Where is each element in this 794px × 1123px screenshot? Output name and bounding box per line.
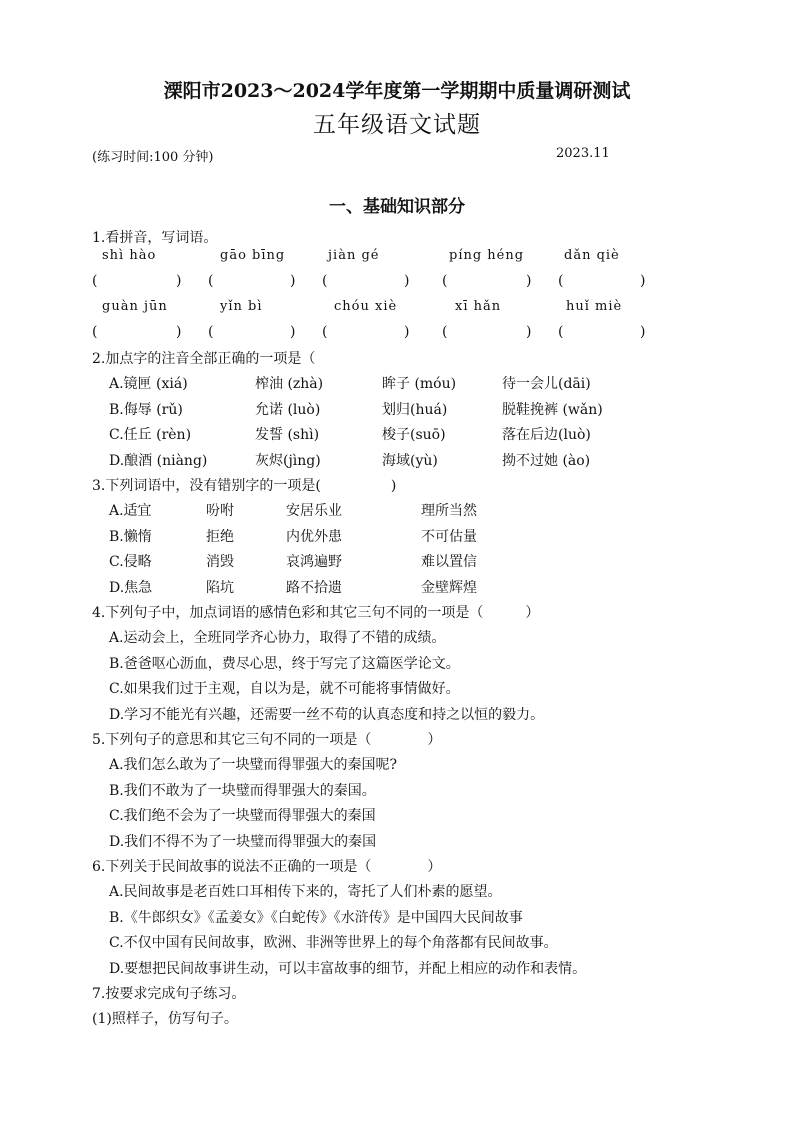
- q3-option-a: 理所当然: [421, 503, 477, 519]
- q2-option-d: 灰烬(jìng): [255, 453, 321, 469]
- q1-pinyin: xī hǎn: [455, 299, 502, 314]
- q6-option-d: D.要想把民间故事讲生动，可以丰富故事的细节，并配上相应的动作和表情。: [109, 961, 587, 977]
- q3-option-d: 路不拾遗: [286, 580, 342, 596]
- q2-option-b: 划归(huá): [382, 402, 448, 418]
- q1-pinyin: píng héng: [449, 248, 525, 263]
- q5-option-d: D.我们不得不为了一块璧而得罪强大的秦国: [109, 834, 377, 850]
- q3-option-b: 内优外患: [286, 529, 342, 545]
- q6-option-a: A.民间故事是老百姓口耳相传下来的，寄托了人们朴素的愿望。: [109, 884, 502, 900]
- answer-blank-close: ): [176, 324, 182, 340]
- exam-subtitle: 五年级语文试题: [313, 112, 481, 138]
- q2-option-d: 海域(yù): [382, 453, 438, 469]
- q5-stem: 5.下列句子的意思和其它三句不同的一项是（ ）: [92, 732, 442, 748]
- q3-option-b: 不可估量: [421, 529, 477, 545]
- q1-stem: 1.看拼音，写词语。: [92, 230, 218, 246]
- answer-blank-close: ): [640, 273, 646, 289]
- answer-blank-open: (: [92, 273, 98, 289]
- q1-pinyin: shì hào: [102, 248, 157, 263]
- q6-stem: 6.下列关于民间故事的说法不正确的一项是（ ）: [92, 859, 442, 875]
- q1-pinyin: guàn jūn: [102, 299, 168, 314]
- answer-blank-close: ): [176, 273, 182, 289]
- answer-blank-open: (: [558, 324, 564, 340]
- q2-option-c: 发誓 (shì): [255, 427, 320, 443]
- answer-blank-open: (: [92, 324, 98, 340]
- q1-pinyin: chóu xiè: [334, 299, 398, 314]
- q3-option-a: A.适宜: [109, 503, 152, 519]
- exam-time: (练习时间:100 分钟): [92, 150, 214, 165]
- answer-blank-open: (: [558, 273, 564, 289]
- answer-blank-close: ): [526, 324, 532, 340]
- answer-blank-open: (: [322, 324, 328, 340]
- q6-option-b: B.《牛郎织女》《孟姜女》《白蛇传》《水浒传》是中国四大民间故事: [109, 910, 523, 926]
- q3-option-c: 难以置信: [421, 554, 477, 570]
- q6-option-c: C.不仅中国有民间故事，欧洲、非洲等世界上的每个角落都有民间故事。: [109, 935, 558, 951]
- exam-date: 2023.11: [556, 146, 610, 161]
- answer-blank-open: (: [208, 324, 214, 340]
- q3-option-d: 陷坑: [206, 580, 234, 596]
- q1-pinyin: dǎn qiè: [564, 248, 620, 263]
- q2-option-b: 脱鞋挽裤 (wǎn): [502, 402, 603, 418]
- answer-blank-open: (: [442, 273, 448, 289]
- answer-blank-open: (: [322, 273, 328, 289]
- q1-pinyin: jiàn gé: [328, 248, 380, 263]
- q2-option-d: D.酿酒 (niàng): [109, 453, 208, 469]
- q2-option-b: 允诺 (luò): [255, 402, 321, 418]
- exam-title: 溧阳市2023～2024学年度第一学期期中质量调研测试: [163, 80, 631, 102]
- q5-option-c: C.我们绝不会为了一块璧而得罪强大的秦国: [109, 808, 376, 824]
- q2-option-a: 眸子 (móu): [382, 376, 457, 392]
- q3-option-c: 哀鸿遍野: [286, 554, 342, 570]
- q2-option-a: 榨油 (zhà): [255, 376, 324, 392]
- q2-option-b: B.侮辱 (rǔ): [109, 402, 183, 418]
- q7-sub1: (1)照样子，仿写句子。: [92, 1011, 238, 1027]
- answer-blank-close: ): [290, 324, 296, 340]
- q3-option-c: 消毁: [206, 554, 234, 570]
- q2-option-c: C.任丘 (rèn): [109, 427, 192, 443]
- answer-blank-open: (: [442, 324, 448, 340]
- q2-option-a: 待一会儿(dāi): [502, 376, 591, 392]
- answer-blank-close: ): [404, 324, 410, 340]
- q2-option-c: 梭子(suō): [382, 427, 446, 443]
- answer-blank-close: ): [526, 273, 532, 289]
- q5-option-b: B.我们不敢为了一块璧而得罪强大的秦国。: [109, 783, 376, 799]
- q3-option-b: B.懒惰: [109, 529, 152, 545]
- q4-option-a: A.运动会上，全班同学齐心协力，取得了不错的成绩。: [109, 630, 446, 646]
- q3-option-b: 拒绝: [206, 529, 234, 545]
- q3-option-a: 安居乐业: [286, 503, 342, 519]
- q4-stem: 4.下列句子中，加点词语的感情色彩和其它三句不同的一项是（ ）: [92, 605, 540, 621]
- q1-pinyin: yǐn bì: [220, 299, 263, 314]
- q2-stem: 2.加点字的注音全部正确的一项是（: [92, 351, 316, 367]
- q2-option-d: 拗不过她 (ào): [502, 453, 591, 469]
- q1-pinyin: huǐ miè: [566, 299, 623, 314]
- answer-blank-close: ): [640, 324, 646, 340]
- section-title: 一、基础知识部分: [329, 197, 465, 217]
- q4-option-c: C.如果我们过于主观，自以为是，就不可能将事情做好。: [109, 681, 460, 697]
- q7-stem: 7.按要求完成句子练习。: [92, 986, 246, 1002]
- q3-stem: 3.下列词语中，没有错别字的一项是( ): [92, 478, 397, 494]
- q1-pinyin: gāo bīng: [220, 248, 286, 263]
- q4-option-b: B.爸爸呕心沥血，费尽心思，终于写完了这篇医学论文。: [109, 656, 460, 672]
- q3-option-c: C.侵略: [109, 554, 152, 570]
- q3-option-d: D.焦急: [109, 580, 153, 596]
- answer-blank-close: ): [404, 273, 410, 289]
- answer-blank-close: ): [290, 273, 296, 289]
- q3-option-a: 吩咐: [206, 503, 234, 519]
- q3-option-d: 金壁辉煌: [421, 580, 477, 596]
- answer-blank-open: (: [208, 273, 214, 289]
- q2-option-c: 落在后边(luò): [502, 427, 591, 443]
- q2-option-a: A.镜匣 (xiá): [109, 376, 188, 392]
- q4-option-d: D.学习不能光有兴趣，还需要一丝不苟的认真态度和持之以恒的毅力。: [109, 707, 545, 723]
- q5-option-a: A.我们怎么敢为了一块璧而得罪强大的秦国呢?: [109, 757, 398, 773]
